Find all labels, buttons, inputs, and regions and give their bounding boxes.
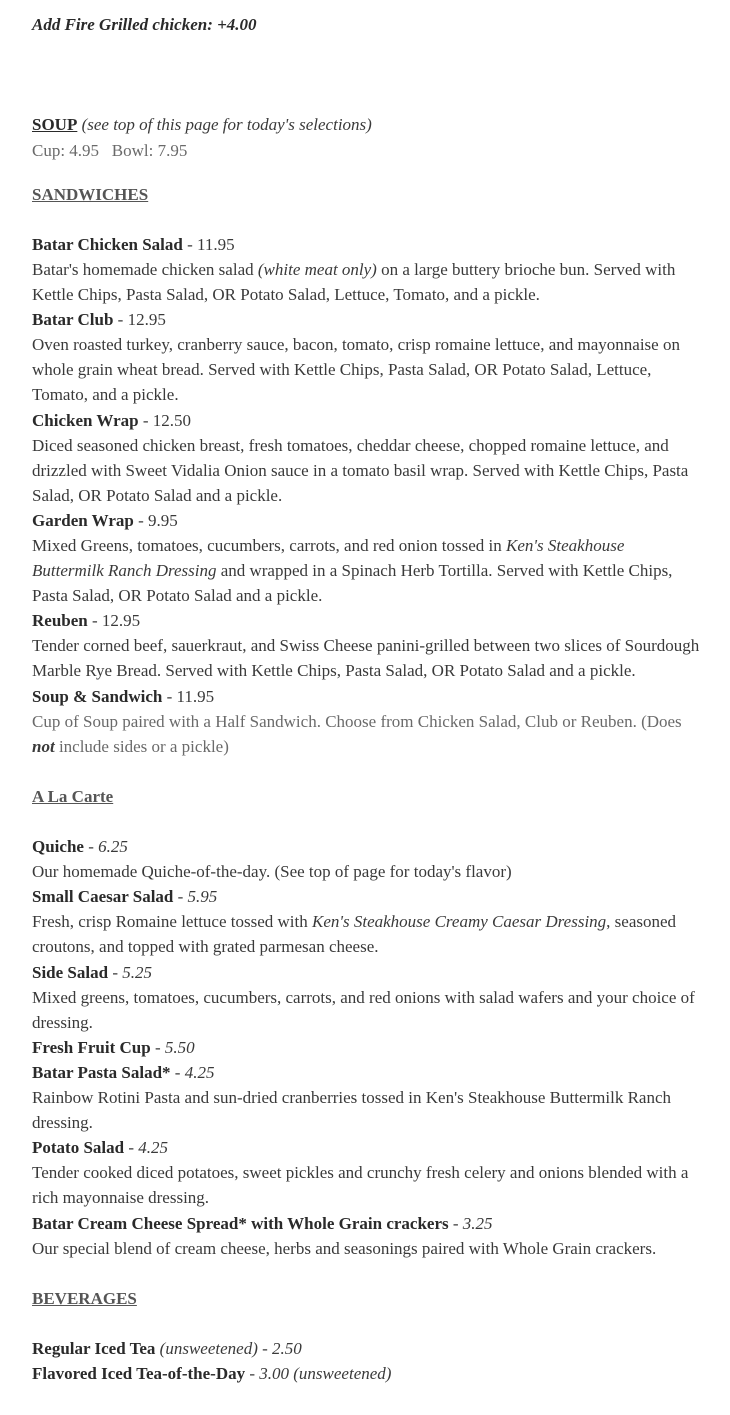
clipped-top-line — [32, 0, 700, 12]
item-description: Oven roasted turkey, cranberry sauce, bacon, tomato, crisp romaine lettuce, and mayonnaise on whole grain wheat bread. Served with Kettle Chips, Pasta Salad, OR Potato Salad, Lettuce, Tomato, and a pickle. — [32, 335, 680, 405]
menu-item — [32, 1211, 700, 1261]
menu-item — [32, 408, 700, 508]
item-price: - 11.95 — [182, 234, 235, 254]
item-note: - 3.00 (unsweetened) — [245, 1364, 392, 1384]
menu-item — [32, 1035, 700, 1060]
soup-note: (see top of this page for today's selections) — [81, 115, 372, 135]
menu-item — [32, 834, 700, 884]
menu-item — [32, 232, 700, 307]
item-price: - 5.50 — [150, 1037, 195, 1057]
item-name: Reuben — [32, 611, 88, 631]
item-name: Quiche — [32, 837, 84, 857]
item-description: Tender cooked diced potatoes, sweet pickles and crunchy fresh celery and onions blended with a rich mayonnaise dressing. — [32, 1163, 689, 1208]
soup-prices: Cup: 4.95 Bowl: 7.95 — [32, 140, 188, 160]
item-description: Mixed greens, tomatoes, cucumbers, carrots, and red onions with salad wafers and your choice of dressing. — [32, 987, 695, 1032]
sandwiches-heading: SANDWICHES — [32, 184, 149, 204]
soup-heading: SOUP — [32, 115, 78, 135]
menu-item — [32, 1135, 700, 1210]
item-price: - 5.95 — [173, 887, 218, 907]
item-name: Chicken Wrap — [32, 410, 139, 430]
item-price: - 9.95 — [133, 510, 178, 530]
menu-item — [32, 884, 700, 959]
item-price: - 12.95 — [113, 310, 166, 330]
item-description: Tender corned beef, sauerkraut, and Swiss Cheese panini-grilled between two slices of Sourdough Marble Rye Bread. Served with Kettle Chips, Pasta Salad, OR Potato Salad and a pickle. — [32, 636, 700, 681]
item-price: - 11.95 — [162, 686, 215, 706]
item-price: - 5.25 — [108, 962, 152, 982]
item-description: Rainbow Rotini Pasta and sun-dried cranberries tossed in Ken's Steakhouse Buttermilk Ranch dressing. — [32, 1088, 672, 1133]
item-name: Regular Iced Tea — [32, 1338, 156, 1358]
menu-item — [32, 1361, 700, 1386]
item-description: Fresh, crisp Romaine lettuce tossed with Ken's Steakhouse Creamy Caesar Dressing, seasoned croutons, and topped with grated parmesan cheese. — [32, 912, 677, 957]
item-description: Our homemade Quiche-of-the-day. (See top of page for today's flavor) — [32, 862, 512, 882]
item-note: (unsweetened) - 2.50 — [155, 1338, 302, 1358]
item-price: - 12.95 — [87, 611, 141, 631]
item-price: - 6.25 — [83, 837, 128, 857]
add-chicken-note: Add Fire Grilled chicken: +4.00 — [32, 15, 257, 35]
item-description: Our special blend of cream cheese, herbs and seasonings paired with Whole Grain crackers. — [32, 1238, 657, 1258]
item-name: Fresh Fruit Cup — [32, 1037, 151, 1057]
item-name: Soup & Sandwich — [32, 686, 163, 706]
item-name: Batar Chicken Salad — [32, 234, 183, 254]
item-name: Flavored Iced Tea-of-the-Day — [32, 1364, 246, 1384]
menu-item — [32, 1060, 700, 1135]
item-name: Small Caesar Salad — [32, 887, 174, 907]
menu-item — [32, 1336, 700, 1361]
item-name: Batar Cream Cheese Spread* with Whole Grain crackers — [32, 1213, 449, 1233]
menu-item — [32, 508, 700, 608]
item-price: - 4.25 — [170, 1062, 215, 1082]
menu-item — [32, 684, 700, 759]
soup-section — [32, 112, 700, 137]
item-price: - 4.25 — [124, 1138, 169, 1158]
item-name: Potato Salad — [32, 1138, 125, 1158]
item-price: - 3.25 — [448, 1213, 493, 1233]
menu-item — [32, 960, 700, 1035]
item-price: - 12.50 — [138, 410, 192, 430]
item-name: Side Salad — [32, 962, 109, 982]
item-description: Batar's homemade chicken salad (white meat only) on a large buttery brioche bun. Served with Kettle Chips, Pasta Salad, OR Potato Salad, Lettuce, Tomato, and a pickle. — [32, 259, 676, 305]
item-name: Batar Pasta Salad* — [32, 1062, 171, 1082]
item-name: Batar Club — [32, 310, 114, 330]
item-description: Mixed Greens, tomatoes, cucumbers, carrots, and red onion tossed in Ken's Steakhouse Buttermilk Ranch Dressing and wrapped in a Spinach Herb Tortilla. Served with Kettle Chips, Pasta Salad, OR Potato Salad and a pickle. — [32, 535, 673, 606]
item-description: Cup of Soup paired with a Half Sandwich. Choose from Chicken Salad, Club or Reuben. (Does not include sides or a pickle) — [32, 711, 682, 756]
menu-item — [32, 307, 700, 407]
item-description: Diced seasoned chicken breast, fresh tomatoes, cheddar cheese, chopped romaine lettuce, and drizzled with Sweet Vidalia Onion sauce in a tomato basil wrap. Served with Kettle Chips, Pasta Salad, OR Potato Salad and a pickle. — [32, 435, 689, 505]
item-name: Garden Wrap — [32, 510, 134, 530]
menu-page — [32, 0, 700, 1386]
menu-item — [32, 608, 700, 683]
alacarte-heading: A La Carte — [32, 786, 114, 806]
beverages-heading: BEVERAGES — [32, 1288, 137, 1308]
